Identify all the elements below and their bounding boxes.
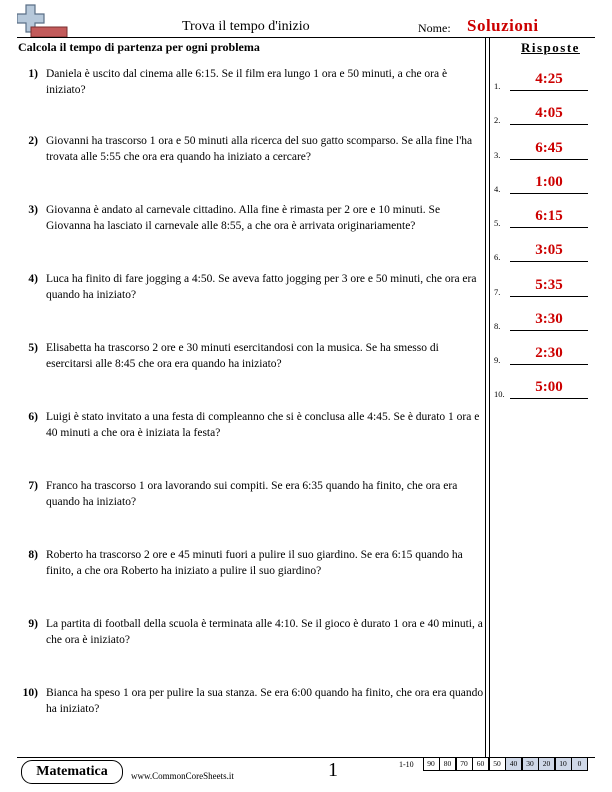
name-value: Soluzioni [467,16,539,35]
score-table [423,757,588,771]
answer-item [494,71,594,91]
problem-text: La partita di football della scuola è terminata alle 4:10. Se il gioco è durato 1 ora e 40 minuti, a che ora è iniziato? [46,618,483,646]
answer-item [494,311,594,331]
answer-number: 4. [494,184,501,194]
logo-icon [17,4,69,40]
answer-value: 4:05 [535,105,563,121]
problem-number: 5) [28,342,38,354]
problem-number: 3) [28,204,38,216]
score-cell: 0 [571,757,588,771]
answer-number: 7. [494,287,501,297]
problem-number: 9) [28,618,38,630]
score-cell: 70 [456,757,473,771]
problem-text: Elisabetta ha trascorso 2 ore e 30 minuti esercitandosi con la musica. Se ha smesso di esercitarsi alle 8:45 che ora era quando ha iniziato? [46,342,439,370]
answer-number: 1. [494,81,501,91]
name-label: Nome: [418,21,451,35]
problem-number: 8) [28,549,38,561]
answer-item [494,345,594,365]
score-cell: 90 [423,757,440,771]
problem-text: Franco ha trascorso 1 ora lavorando sui compiti. Se era 6:35 quando ha finito, che ora era quando ha iniziato? [46,480,458,508]
score-cell: 80 [439,757,456,771]
answer-number: 5. [494,218,501,228]
answer-item [494,140,594,160]
problem-number: 1) [28,68,38,80]
answer-value: 3:05 [535,242,563,258]
answer-value: 2:30 [535,345,563,361]
score-cell: 10 [555,757,572,771]
answer-line [510,364,588,365]
problem-number: 4) [28,273,38,285]
answer-line [510,227,588,228]
answer-item [494,174,594,194]
score-cell: 20 [538,757,555,771]
answer-value: 6:45 [535,140,563,156]
answer-line [510,330,588,331]
answer-item [494,208,594,228]
answer-value: 1:00 [535,174,563,190]
answer-value: 4:25 [535,71,563,87]
answer-item [494,105,594,125]
problem-text: Daniela è uscito dal cinema alle 6:15. Se il film era lungo 1 ora e 50 minuti, a che ora è iniziato? [46,68,448,96]
problem-text: Giovanni ha trascorso 1 ora e 50 minuti alla ricerca del suo gatto scomparso. Se alla fine l'ha trovata alle 5:55 che ora era quando ha iniziato a cercare? [46,135,473,163]
problem-text: Luigi è stato invitato a una festa di compleanno che si è conclusa alle 4:45. Se è durato 1 ora e 40 minuti a che ora è iniziata la festa? [46,411,480,439]
answer-line [510,193,588,194]
score-cell: 30 [522,757,539,771]
answer-value: 5:35 [535,277,563,293]
answer-value: 6:15 [535,208,563,224]
score-range: 1-10 [399,760,414,769]
page-title: Trova il tempo d'inizio [182,19,310,34]
problem-number: 10) [22,687,38,699]
problem-text: Giovanna è andato al carnevale cittadino. Alla fine è rimasta per 2 ore e 10 minuti. Se Giovanna ha lasciato il carnevale alle 8:55, a che ora è arrivata originariamente? [46,204,441,232]
header-divider [17,37,595,38]
answer-line [510,261,588,262]
answer-line [510,124,588,125]
brand-badge: Matematica [21,760,123,784]
answer-number: 8. [494,321,501,331]
score-cell: 60 [472,757,489,771]
problem-number: 6) [28,411,38,423]
page-number: 1 [328,759,338,781]
answer-number: 10. [494,389,505,399]
problem-number: 7) [28,480,38,492]
answer-number: 3. [494,150,501,160]
answer-item [494,242,594,262]
column-divider-inner [489,38,490,758]
score-cell: 50 [489,757,506,771]
answer-line [510,90,588,91]
answer-item [494,277,594,297]
problem-text: Bianca ha speso 1 ora per pulire la sua stanza. Se era 6:00 quando ha finito, che ora era quando ha iniziato? [46,687,484,715]
answer-value: 5:00 [535,379,563,395]
score-cell: 40 [505,757,522,771]
answers-header: Risposte [521,40,580,55]
problem-number: 2) [28,135,38,147]
answer-number: 9. [494,355,501,365]
instructions: Calcola il tempo di partenza per ogni problema [18,40,260,54]
site-url: www.CommonCoreSheets.it [131,771,234,781]
problem-text: Roberto ha trascorso 2 ore e 45 minuti fuori a pulire il suo giardino. Se era 6:15 quando ha finito, a che ora Roberto ha iniziato a pulire il suo giardino? [46,549,463,577]
answer-line [510,296,588,297]
answer-item [494,379,594,399]
problem-text: Luca ha finito di fare jogging a 4:50. Se aveva fatto jogging per 3 ore e 50 minuti, che ora era quando ha iniziato? [46,273,477,301]
answer-line [510,159,588,160]
answer-line [510,398,588,399]
answer-number: 2. [494,115,501,125]
answer-value: 3:30 [535,311,563,327]
answer-number: 6. [494,252,501,262]
